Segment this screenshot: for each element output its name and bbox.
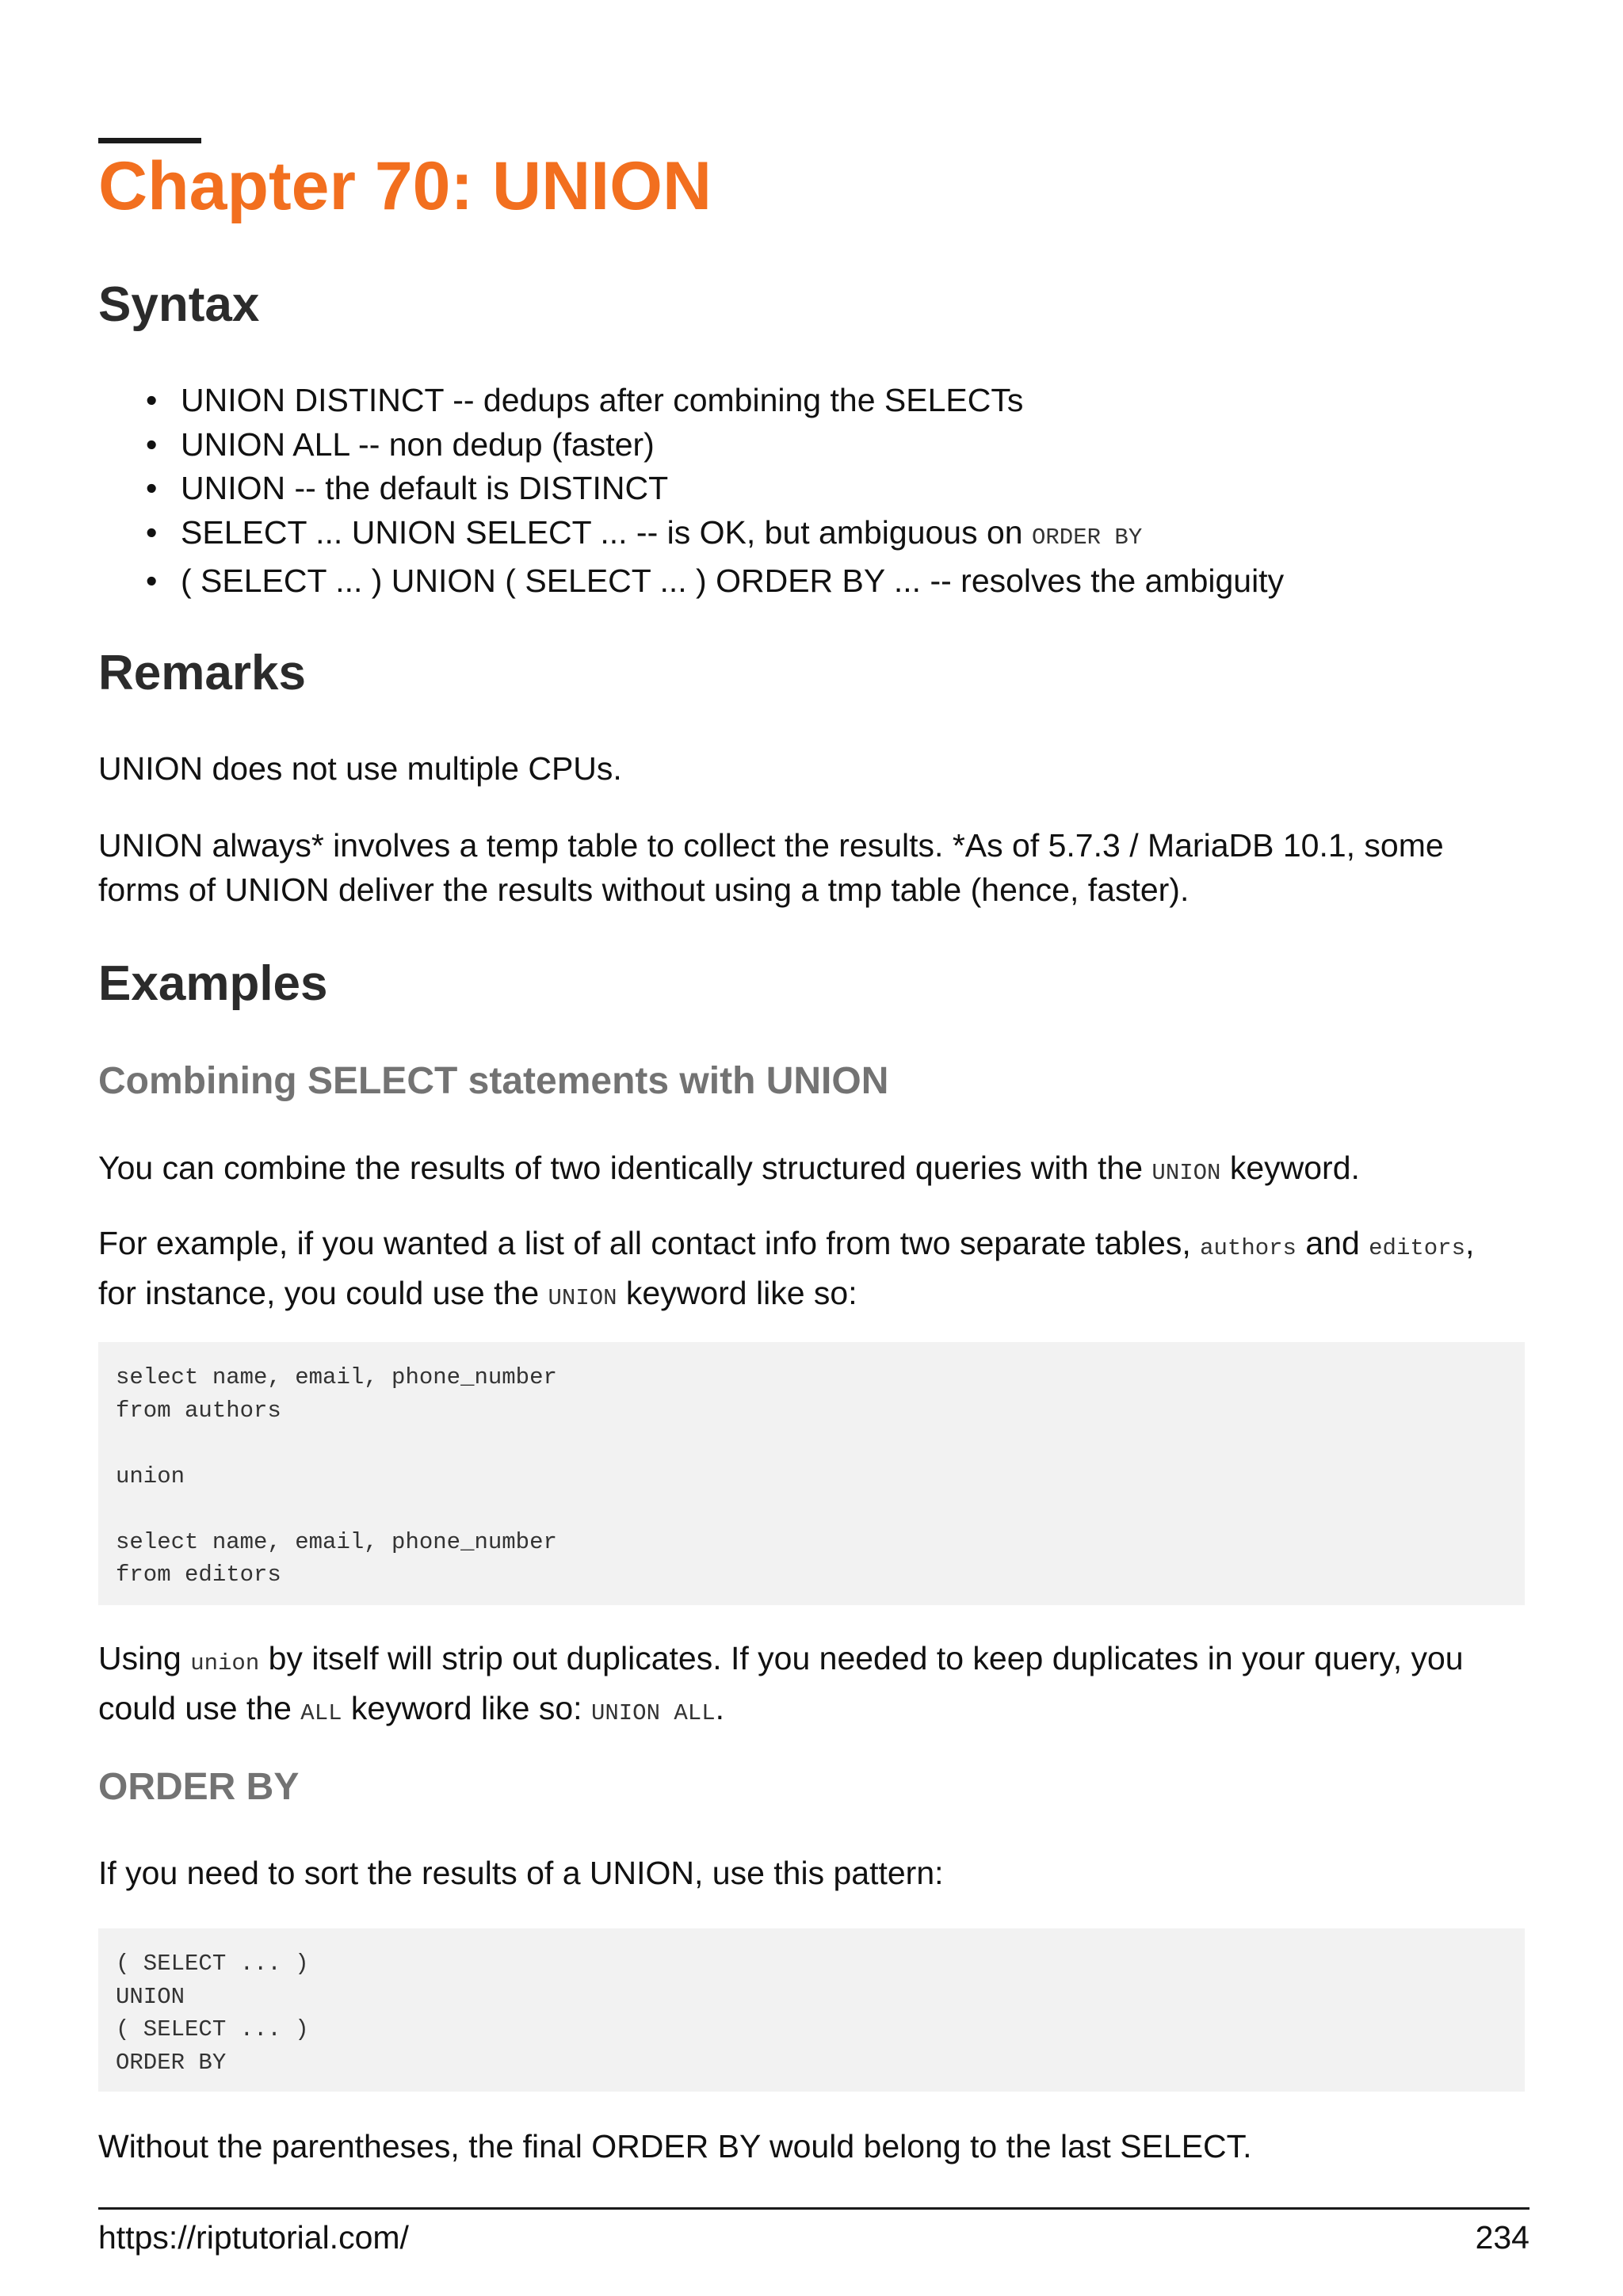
remarks-heading: Remarks <box>98 646 306 700</box>
code-text: select name, email, phone_number from authors union select name, email, phone_number from editors <box>116 1364 557 1588</box>
body-paragraph: You can combine the results of two identically structured queries with the UNION keyword. <box>98 1150 1360 1186</box>
list-item: • ( SELECT ... ) UNION ( SELECT ... ) ORDER BY ... -- resolves the ambiguity <box>98 559 1284 604</box>
remarks-paragraph: UNION does not use multiple CPUs. <box>98 750 622 787</box>
bullet-icon: • <box>146 563 158 599</box>
chapter-title: Chapter 70: UNION <box>98 148 712 224</box>
body-paragraph: If you need to sort the results of a UNION, use this pattern: <box>98 1855 944 1891</box>
inline-code: ORDER BY <box>1032 524 1143 551</box>
page-number: 234 <box>1475 2219 1529 2256</box>
bullet-icon: • <box>146 513 158 551</box>
list-item: • SELECT ... UNION SELECT ... -- is OK, but ambiguous on ORDER BY <box>98 511 1284 560</box>
syntax-list <box>98 379 1284 604</box>
footer-rule <box>98 2207 1529 2210</box>
remarks-paragraph: UNION always* involves a temp table to collect the results. *As of 5.7.3 / MariaDB 10.1, some forms of UNION deliver the results without using a tmp table (hence, faster). <box>98 827 1444 908</box>
inline-code: UNION <box>548 1285 617 1311</box>
inline-code: union <box>190 1650 260 1676</box>
code-block <box>98 1342 1525 1605</box>
code-text: ( SELECT ... ) UNION ( SELECT ... ) ORDER BY <box>116 1951 309 2076</box>
inline-code: UNION <box>1151 1160 1221 1186</box>
inline-code: ALL <box>300 1700 342 1726</box>
section-heading: Combining SELECT statements with UNION <box>98 1060 889 1102</box>
examples-heading: Examples <box>98 956 328 1011</box>
body-paragraph: For example, if you wanted a list of all contact info from two separate tables, authors and editors, for instance, you could use the UNION keyword like so: <box>98 1225 1475 1311</box>
inline-code: editors <box>1369 1235 1465 1261</box>
body-paragraph: Using union by itself will strip out duplicates. If you needed to keep duplicates in your query, you could use the ALL keyword like so: UNION ALL. <box>98 1640 1464 1726</box>
list-item: • UNION ALL -- non dedup (faster) <box>98 423 1284 467</box>
footer-url: https://riptutorial.com/ <box>98 2219 409 2256</box>
bullet-icon: • <box>146 470 158 506</box>
list-item: • UNION -- the default is DISTINCT <box>98 467 1284 511</box>
bullet-icon: • <box>146 382 158 418</box>
code-block <box>98 1928 1525 2092</box>
inline-code: authors <box>1200 1235 1296 1261</box>
list-item: • UNION DISTINCT -- dedups after combining the SELECTs <box>98 379 1284 423</box>
inline-code: UNION ALL <box>590 1700 716 1726</box>
syntax-heading: Syntax <box>98 277 260 332</box>
section-heading: ORDER BY <box>98 1766 300 1808</box>
body-paragraph: Without the parentheses, the final ORDER BY would belong to the last SELECT. <box>98 2128 1252 2164</box>
bullet-icon: • <box>146 425 158 463</box>
